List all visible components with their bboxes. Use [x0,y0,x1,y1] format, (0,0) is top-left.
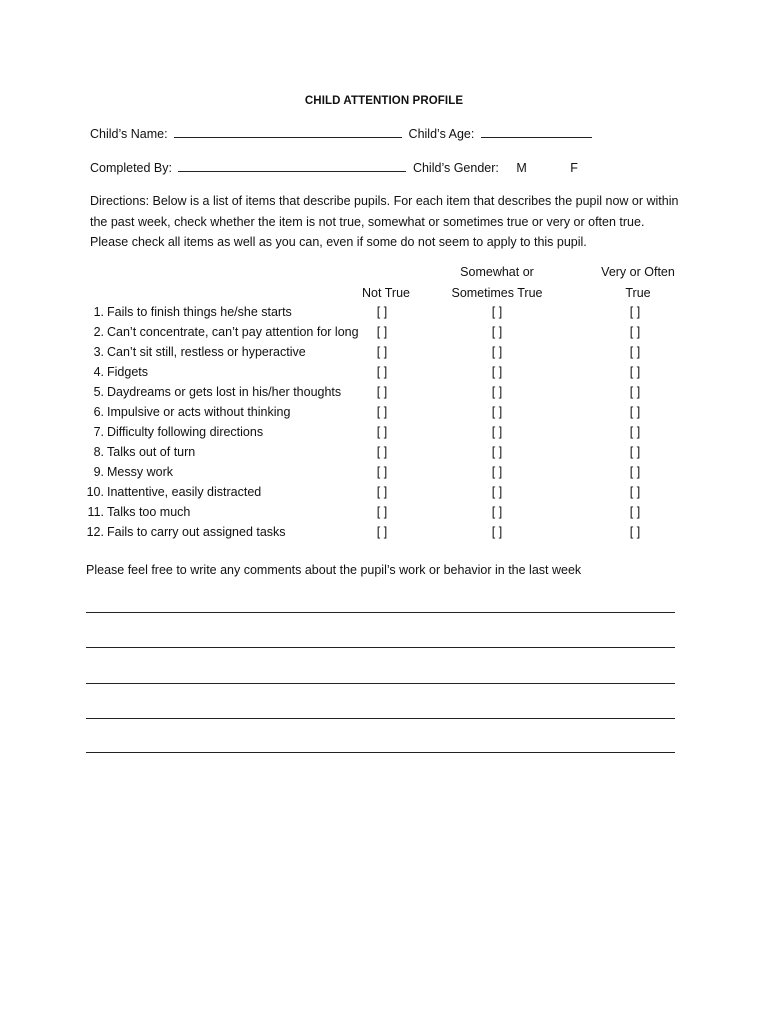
item-text: Can’t sit still, restless or hyperactive [107,345,306,359]
column-header-somewhat-line1: Somewhat or [460,265,534,279]
item-text: Impulsive or acts without thinking [107,405,291,419]
checkbox-not-true[interactable]: [ ] [376,325,388,339]
item-number: 7. [93,425,104,439]
item-row [86,322,686,342]
item-number: 6. [93,405,104,419]
item-number: 2. [93,325,104,339]
item-text: Difficulty following directions [107,425,264,439]
checkbox-somewhat[interactable]: [ ] [491,505,503,519]
item-row [86,442,686,462]
checkbox-not-true[interactable]: [ ] [376,305,388,319]
checkbox-somewhat[interactable]: [ ] [491,485,503,499]
comment-line[interactable] [86,647,675,648]
checkbox-not-true[interactable]: [ ] [376,405,388,419]
comment-line[interactable] [86,718,675,719]
checkbox-not-true[interactable]: [ ] [376,465,388,479]
item-text: Can’t concentrate, can’t pay attention for long [107,325,359,339]
gender-option-f[interactable]: F [570,161,578,175]
item-row [86,342,686,362]
checkbox-very-often[interactable]: [ ] [629,305,641,319]
checkbox-somewhat[interactable]: [ ] [491,525,503,539]
name-age-row [90,126,592,141]
completed-gender-row [90,160,578,175]
column-header-very-often [583,262,693,304]
child-name-field[interactable] [174,126,402,138]
item-row [86,362,686,382]
checkbox-not-true[interactable]: [ ] [376,425,388,439]
item-row [86,502,686,522]
item-text: Talks too much [107,505,191,519]
item-number: 8. [93,445,104,459]
completed-by-field[interactable] [178,160,406,172]
checkbox-very-often[interactable]: [ ] [629,505,641,519]
item-row [86,422,686,442]
checkbox-somewhat[interactable]: [ ] [491,325,503,339]
checkbox-not-true[interactable]: [ ] [376,365,388,379]
item-text: Fidgets [107,365,148,379]
checkbox-somewhat[interactable]: [ ] [491,345,503,359]
item-text: Inattentive, easily distracted [107,485,262,499]
item-number: 9. [93,465,104,479]
checkbox-very-often[interactable]: [ ] [629,405,641,419]
checkbox-very-often[interactable]: [ ] [629,385,641,399]
item-row [86,482,686,502]
checkbox-somewhat[interactable]: [ ] [491,405,503,419]
checkbox-very-often[interactable]: [ ] [629,425,641,439]
completed-by-label: Completed By: [90,161,172,175]
checkbox-very-often[interactable]: [ ] [629,365,641,379]
checkbox-somewhat[interactable]: [ ] [491,385,503,399]
checkbox-very-often[interactable]: [ ] [629,485,641,499]
item-number: 1. [93,305,104,319]
checkbox-very-often[interactable]: [ ] [629,525,641,539]
checkbox-not-true[interactable]: [ ] [376,345,388,359]
item-number: 10. [86,485,104,499]
item-text: Daydreams or gets lost in his/her thoughts [107,385,342,399]
comment-line[interactable] [86,752,675,753]
item-text: Talks out of turn [107,445,196,459]
column-header-somewhat-line2: Sometimes True [451,286,543,300]
checkbox-very-often[interactable]: [ ] [629,465,641,479]
item-text: Fails to finish things he/she starts [107,305,292,319]
checkbox-not-true[interactable]: [ ] [376,445,388,459]
child-age-field[interactable] [481,126,592,138]
child-age-label: Child’s Age: [408,127,475,141]
checkbox-somewhat[interactable]: [ ] [491,465,503,479]
column-header-very-line1: Very or Often [601,265,675,279]
comment-line[interactable] [86,612,675,613]
column-header-very-line2: True [625,286,651,300]
checkbox-very-often[interactable]: [ ] [629,325,641,339]
item-number: 11. [87,505,104,519]
column-header-not-true: Not True [362,286,410,300]
comment-line[interactable] [86,683,675,684]
item-number: 4. [93,365,104,379]
checkbox-somewhat[interactable]: [ ] [491,445,503,459]
checkbox-not-true[interactable]: [ ] [376,485,388,499]
form-title: CHILD ATTENTION PROFILE [304,95,464,107]
item-number: 5. [93,385,104,399]
item-number: 3. [93,345,104,359]
item-row [86,402,686,422]
checkbox-very-often[interactable]: [ ] [629,445,641,459]
item-number: 12. [86,525,104,539]
column-header-somewhat [437,262,557,304]
checkbox-somewhat[interactable]: [ ] [491,305,503,319]
checkbox-somewhat[interactable]: [ ] [491,365,503,379]
checkbox-very-often[interactable]: [ ] [629,345,641,359]
gender-option-m[interactable]: M [516,161,527,175]
item-row [86,302,686,322]
checkbox-not-true[interactable]: [ ] [376,385,388,399]
item-row [86,462,686,482]
item-text: Messy work [107,465,173,479]
child-name-label: Child’s Name: [90,127,168,141]
checkbox-somewhat[interactable]: [ ] [491,425,503,439]
item-row [86,382,686,402]
child-gender-label: Child’s Gender: [412,161,499,175]
checkbox-not-true[interactable]: [ ] [376,525,388,539]
comments-label: Please feel free to write any comments about the pupil’s work or behavior in the last week [86,563,582,577]
item-row [86,522,686,542]
directions-text: Directions: Below is a list of items that describe pupils. For each item that describes the pupil now or within the past week, check whether the item is not true, somewhat or sometimes true or very or often true. Please check all items as well as you can, even if some do not seem to apply to this pupil. [90,194,679,249]
checkbox-not-true[interactable]: [ ] [376,505,388,519]
item-text: Fails to carry out assigned tasks [107,525,286,539]
